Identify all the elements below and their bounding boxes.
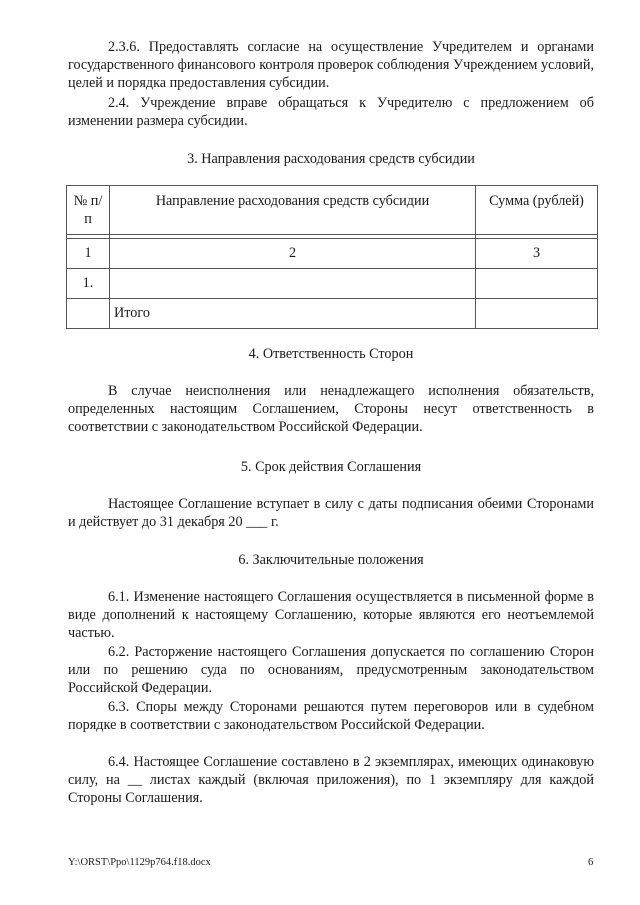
paragraph-6-2: 6.2. Расторжение настоящего Соглашения допускается по соглашению Сторон или по решению суда по основаниям, предусмотренным законодательством Российской Федерации. [68, 644, 594, 697]
table-cell: 1. [67, 269, 110, 299]
paragraph-6-1: 6.1. Изменение настоящего Соглашения осуществляется в письменной форме в виде дополнений к настоящему Соглашению, которые являются его неотъемлемой частью. [68, 589, 594, 642]
footer-file-path: Y:\ORST\Ppo\1129p764.f18.docx [68, 857, 211, 868]
table-total-row [67, 299, 598, 329]
table-header-row [67, 186, 598, 235]
table-numbering-row [67, 239, 598, 269]
table-cell [476, 269, 598, 299]
paragraph-6-3: 6.3. Споры между Сторонами решаются путем переговоров или в судебном порядке в соответствии с законодательством Российской Федерации. [68, 699, 594, 734]
table-cell [476, 299, 598, 329]
section-4-text: В случае неисполнения или ненадлежащего исполнения обязательств, определенных настоящим Соглашением, Стороны несут ответственность в соответствии с законодательством Российской Федерации. [68, 383, 594, 436]
total-label: Итого [110, 299, 476, 329]
section-5-heading: 5. Срок действия Соглашения [240, 459, 422, 475]
table-cell [110, 269, 476, 299]
header-number: № п/п [67, 186, 110, 235]
header-amount: Сумма (рублей) [476, 186, 598, 235]
section-3-heading: 3. Направления расходования средств субсидии [187, 151, 475, 167]
section-6-heading: 6. Заключительные положения [238, 552, 424, 568]
paragraph-2-4: 2.4. Учреждение вправе обращаться к Учредителю с предложением об изменении размера субсидии. [68, 95, 594, 130]
header-direction: Направление расходования средств субсидии [110, 186, 476, 235]
table-cell [67, 299, 110, 329]
paragraph-6-4: 6.4. Настоящее Соглашение составлено в 2 экземплярах, имеющих одинаковую силу, на __ листах каждый (включая приложения), по 1 экземпляру для каждой Стороны Соглашения. [68, 754, 594, 807]
numbering-cell: 3 [476, 239, 598, 269]
numbering-cell: 1 [67, 239, 110, 269]
section-5-text: Настоящее Соглашение вступает в силу с даты подписания обеими Сторонами и действует до 31 декабря 20 ___ г. [68, 496, 594, 531]
footer-page-number: 6 [588, 857, 594, 868]
section-4-heading: 4. Ответственность Сторон [248, 346, 414, 362]
expenditure-table [66, 185, 598, 329]
numbering-cell: 2 [110, 239, 476, 269]
table-row [67, 269, 598, 299]
paragraph-2-3-6: 2.3.6. Предоставлять согласие на осуществление Учредителем и органами государственного финансового контроля проверок соблюдения Учреждением условий, целей и порядка предоставления субсидии. [68, 39, 594, 92]
